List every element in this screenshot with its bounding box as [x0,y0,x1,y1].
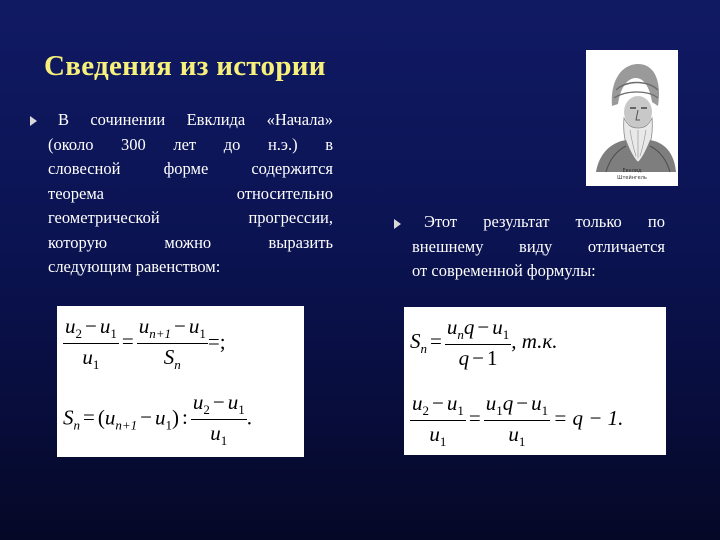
euclid-portrait-image [586,50,678,186]
fraction: $\frac{u_1q - u_1}{u_1}$ [485,391,549,449]
bullet-arrow-icon [394,219,401,229]
fraction: $\frac{u_{n+1} - u_1}{S_n}$ [138,314,206,372]
slide-title: Сведения из истории [44,50,326,82]
paragraph-line: теорема относительно [48,183,333,203]
paragraph-line: Этот результат только по [424,212,665,231]
formula-modern-sum-row: $S_n$ = $\frac{u_nq - u_1}{q - 1}$ , т.к. [410,315,558,370]
bullet-arrow-icon [30,116,37,126]
paragraph-line: внешнему виду отличается [412,236,665,256]
paragraph-line: следующим равенством: [48,257,221,276]
formula-ratio-q-row: $\frac{u_2 - u_1}{u_1}$ = $\frac{u_1q - u_1}{u_1}$ = q − 1. [412,391,624,449]
paragraph-line: которую можно выразить [48,232,333,252]
paragraph-line: (около 300 лет до н.э.) в [48,134,333,154]
fraction: $\frac{u_nq - u_1}{q - 1}$ [446,315,510,370]
paragraph-line: геометрической прогрессии, [48,208,333,227]
paragraph-line: от современной формулы: [412,261,596,280]
paragraph-line: В сочинении Евклида «Начала» [58,110,333,129]
fraction: $\frac{u_2 - u_1}{u_1}$ [192,390,245,448]
formula-ratio-row: $\frac{u_2 - u_1}{u_1}$ = $\frac{u_{n+1} - u_1}{S_n}$ =; [65,314,226,372]
fraction: $\frac{u_2 - u_1}{u_1}$ [65,314,117,372]
fraction: $\frac{u_2 - u_1}{u_1}$ [412,391,464,449]
left-paragraph [48,108,333,280]
formula-box-right [404,307,666,455]
portrait-caption-name: Евклид [622,168,642,174]
portrait-caption-author: Штейнгель [617,175,647,181]
right-paragraph [412,210,665,284]
euclid-portrait [586,50,678,186]
formula-sum-row: $S_n = (u_{n+1} - u_1)$ : $\frac{u_2 - u_1}{u_1}$ . [63,390,252,448]
paragraph-line: словесной форме содержится [48,159,333,178]
formula-box-left [57,306,304,457]
